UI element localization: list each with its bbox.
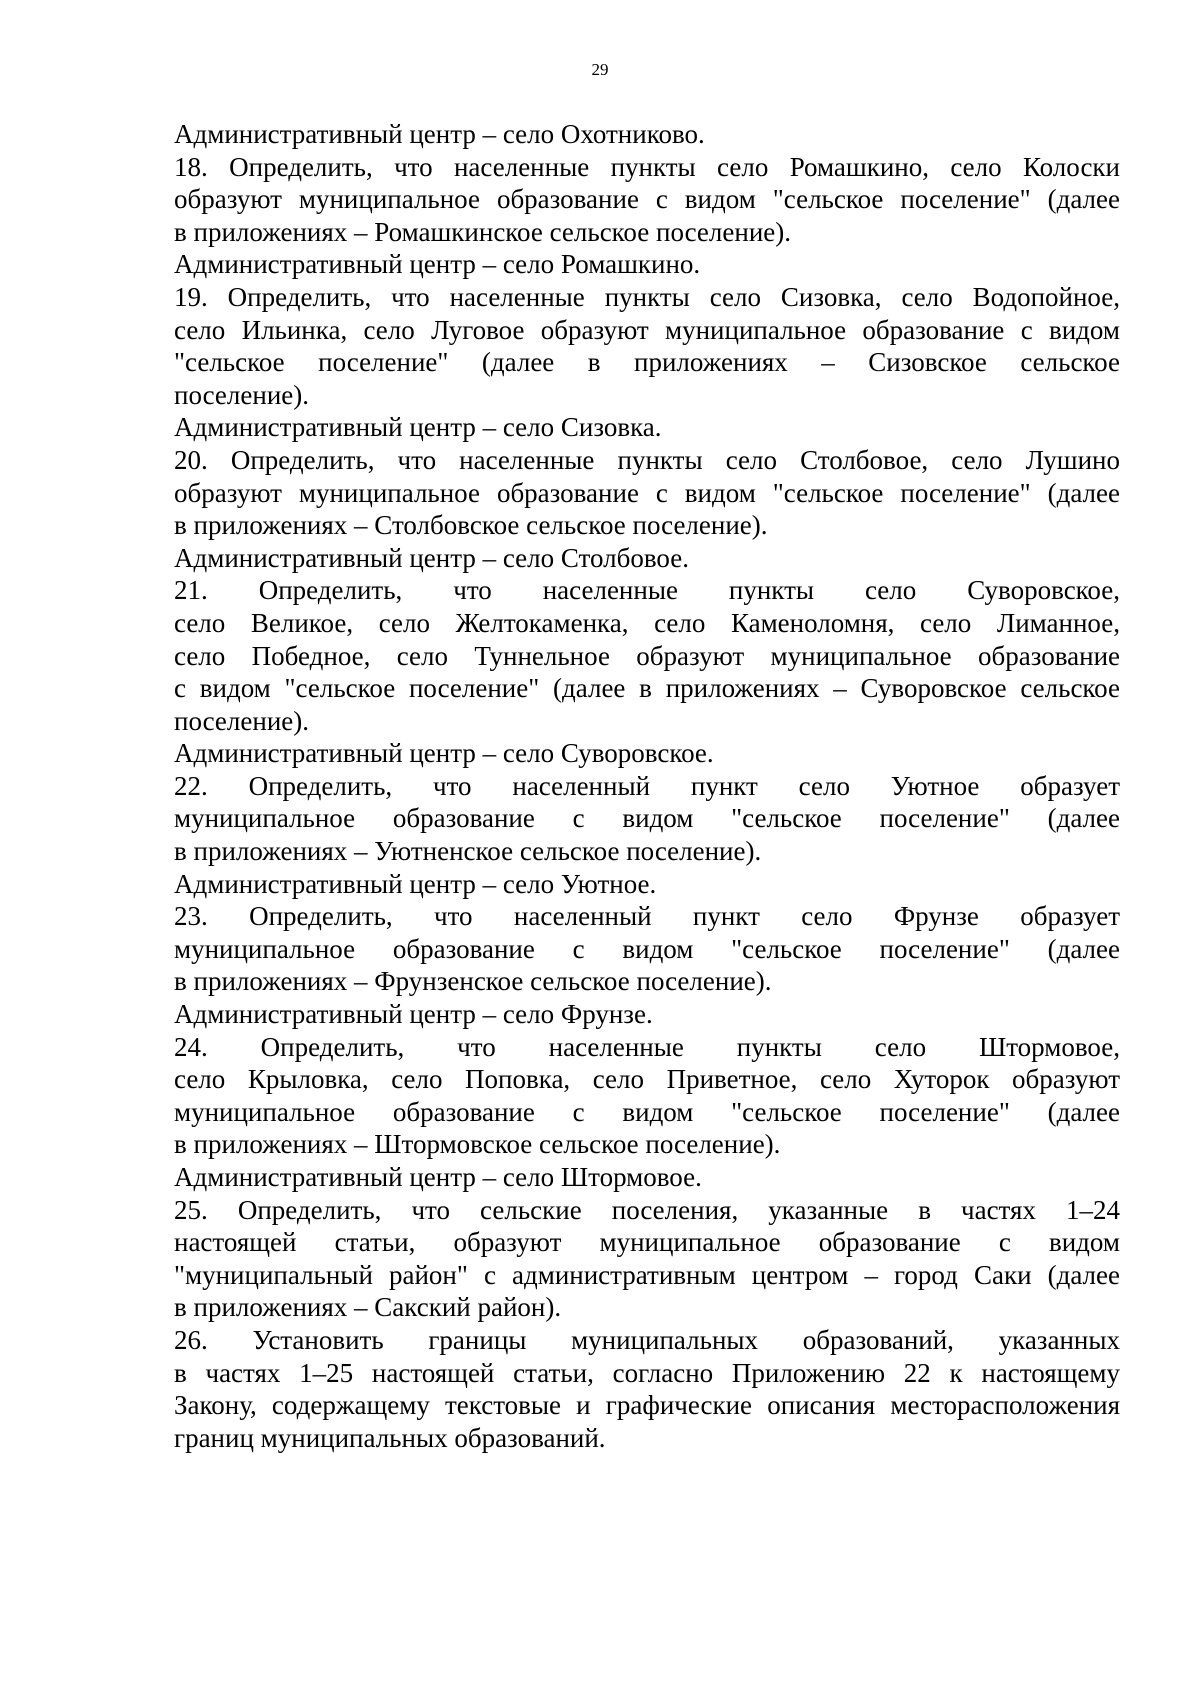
text-line: село Победное, село Туннельное образуют муниципальное образование [174, 640, 1120, 671]
text-line: настоящей статьи, образуют муниципальное образование с видом [174, 1227, 1120, 1258]
text-line: Административный центр – село Охотниково. [174, 119, 705, 149]
admin-center-line [174, 248, 1120, 281]
admin-center-line [174, 868, 1120, 901]
article-paragraph [174, 900, 1120, 998]
text-line: границ муниципальных образований. [174, 1422, 606, 1453]
article-paragraph [174, 1194, 1120, 1324]
admin-center-line [174, 737, 1120, 770]
admin-center-line [174, 1161, 1120, 1194]
text-line: с видом "сельское поселение" (далее в приложениях – Суворовское сельское [174, 673, 1120, 704]
article-paragraph [174, 1031, 1120, 1161]
article-paragraph [174, 281, 1120, 411]
text-line: село Великое, село Желтокаменка, село Каменоломня, село Лиманное, [174, 607, 1120, 638]
text-line: Административный центр – село Столбовое. [174, 542, 689, 573]
text-line: в приложениях – Фрунзенское сельское поселение). [174, 966, 772, 997]
article-paragraph [174, 770, 1120, 868]
text-line: муниципальное образование с видом "сельское поселение" (далее [174, 1096, 1120, 1127]
text-line: 22. Определить, что населенный пункт село Уютное образует [174, 770, 1120, 801]
text-line: поселение). [174, 705, 309, 736]
text-line: "муниципальный район" с административным центром – город Саки (далее [174, 1259, 1120, 1290]
text-line: в приложениях – Штормовское сельское поселение). [174, 1129, 781, 1160]
text-line: 25. Определить, что сельские поселения, указанные в частях 1–24 [174, 1194, 1120, 1225]
text-line: поселение). [174, 379, 309, 410]
text-line: 24. Определить, что населенные пункты село Штормовое, [174, 1031, 1120, 1062]
page-number: 29 [591, 60, 609, 79]
article-paragraph [174, 444, 1120, 542]
text-line: 26. Установить границы муниципальных образований, указанных [174, 1324, 1120, 1355]
text-line: муниципальное образование с видом "сельское поселение" (далее [174, 803, 1120, 834]
text-line: село Крыловка, село Поповка, село Приветное, село Хуторок образуют [174, 1064, 1120, 1095]
text-line: Административный центр – село Фрунзе. [174, 999, 653, 1030]
admin-center-line [174, 118, 1120, 151]
article-paragraph [174, 574, 1120, 737]
text-line: 21. Определить, что населенные пункты село Суворовское, [174, 575, 1120, 606]
document-body [174, 118, 1120, 1454]
text-line: Административный центр – село Ромашкино. [174, 249, 701, 280]
admin-center-line [174, 542, 1120, 575]
text-line: образуют муниципальное образование с видом "сельское поселение" (далее [174, 477, 1120, 508]
text-line: образуют муниципальное образование с видом "сельское поселение" (далее [174, 184, 1120, 215]
text-line: в приложениях – Ромашкинское сельское поселение). [174, 216, 791, 247]
text-line: 23. Определить, что населенный пункт село Фрунзе образует [174, 901, 1120, 932]
text-line: 19. Определить, что населенные пункты село Сизовка, село Водопойное, [174, 281, 1120, 312]
text-line: в приложениях – Уютненское сельское поселение). [174, 836, 762, 867]
text-line: муниципальное образование с видом "сельское поселение" (далее [174, 933, 1120, 964]
text-line: село Ильинка, село Луговое образуют муниципальное образование с видом [174, 314, 1120, 345]
text-line: "сельское поселение" (далее в приложениях – Сизовское сельское [174, 347, 1120, 378]
text-line: Административный центр – село Уютное. [174, 868, 657, 899]
text-line: 20. Определить, что населенные пункты село Столбовое, село Лушино [174, 444, 1120, 475]
text-line: в приложениях – Сакский район). [174, 1292, 562, 1323]
text-line: Административный центр – село Штормовое. [174, 1162, 702, 1192]
text-line: 18. Определить, что населенные пункты село Ромашкино, село Колоски [174, 151, 1120, 182]
admin-center-line [174, 998, 1120, 1031]
text-line: Закону, содержащему текстовые и графические описания месторасположения [174, 1390, 1120, 1421]
text-line: в приложениях – Столбовское сельское поселение). [174, 510, 768, 541]
article-paragraph [174, 1324, 1120, 1454]
admin-center-line [174, 411, 1120, 444]
article-paragraph [174, 151, 1120, 249]
text-line: Административный центр – село Суворовское. [174, 738, 714, 769]
text-line: Административный центр – село Сизовка. [174, 412, 662, 443]
text-line: в частях 1–25 настоящей статьи, согласно Приложению 22 к настоящему [174, 1357, 1120, 1388]
